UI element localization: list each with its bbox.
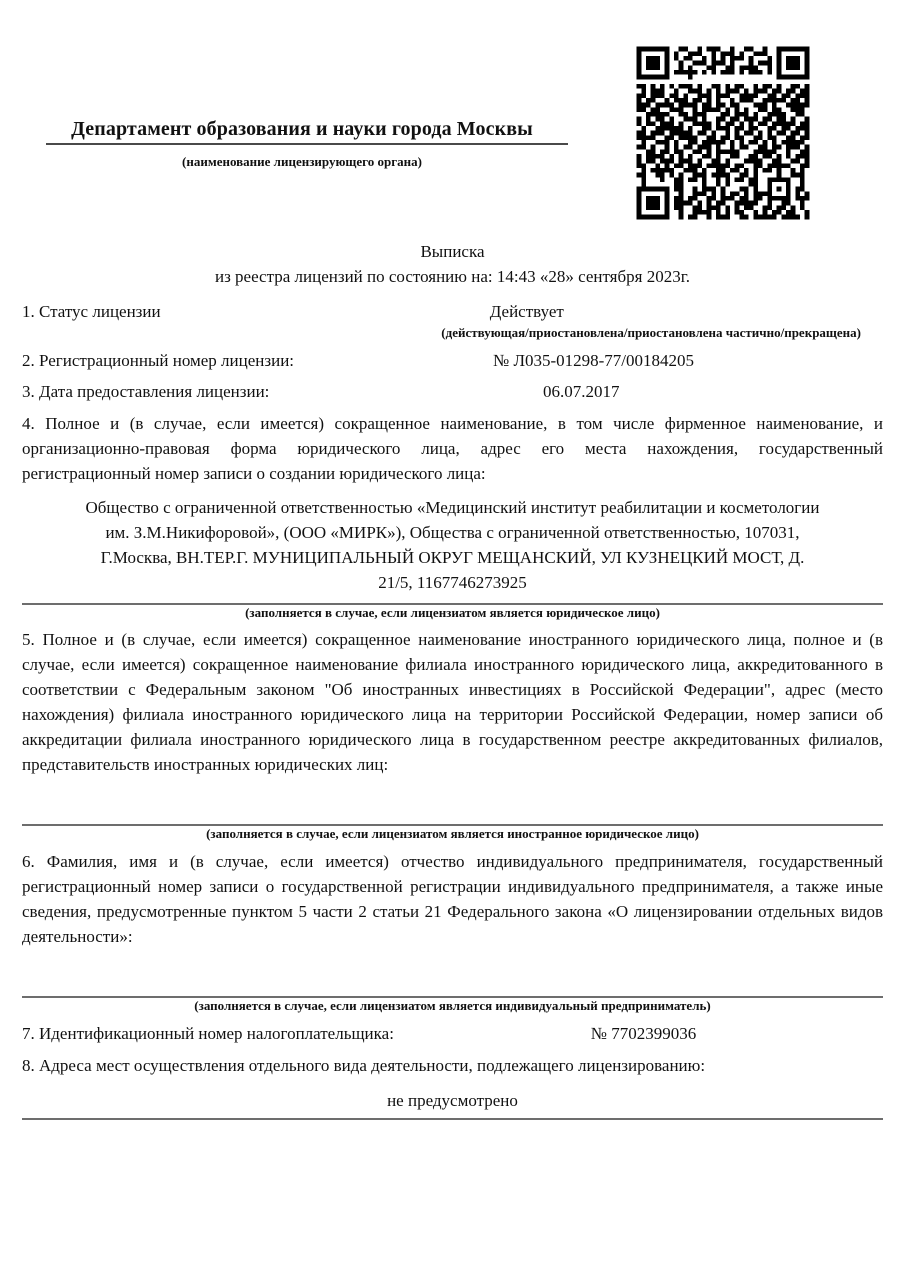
legal-entity-value-line-3: Г.Москва, ВН.ТЕР.Г. МУНИЦИПАЛЬНЫЙ ОКРУГ МЕЩАНСКИЙ, УЛ КУЗНЕЦКИЙ МОСТ, Д.	[100, 547, 805, 567]
license-status-value: Действует	[489, 302, 564, 322]
grant-date-label: 3. Дата предоставления лицензии:	[22, 382, 270, 402]
field-license-status	[22, 299, 883, 325]
grant-date-value: 06.07.2017	[542, 382, 620, 402]
entrepreneur-label: 6. Фамилия, имя и (в случае, если имеется) отчество индивидуального предпринимателя, государственный регистрационный номер записи о государственной регистрации индивидуального предпринимателя, а также иные сведения, предусмотренные пунктом 5 части 2 статьи 21 Федерального закона «О лицензировании отдельных видов деятельности»:	[22, 852, 883, 947]
qr-code-icon	[632, 42, 814, 224]
field-registration-number	[22, 348, 883, 374]
issuing-authority-caption: (наименование лицензирующего органа)	[182, 154, 422, 169]
divider-after-addresses	[22, 1118, 883, 1120]
legal-entity-value-line-4: 21/5, 1167746273925	[378, 572, 527, 592]
entrepreneur-caption: (заполняется в случае, если лицензиатом является индивидуальный предприниматель)	[194, 998, 711, 1014]
field-taxpayer-number	[22, 1021, 883, 1047]
legal-entity-value-line-2: им. З.М.Никифоровой», (ООО «МИРК»), Общества с ограниченной ответственностью, 107031,	[105, 522, 800, 542]
legal-entity-value	[22, 496, 883, 596]
foreign-entity-label: 5. Полное и (в случае, если имеется) сокращенное наименование иностранного юридического лица, полное и (в случае, если имеется) сокращенное наименование филиала иностранного юридического лица, аккредитованного в соответствии с Федеральным законом "Об иностранных инвестициях в Российской Федерации", адрес (место нахождения) филиала иностранного юридического лица на территории Российской Федерации, номер записи об аккредитации филиала иностранного юридического лица в государственном реестре аккредитованных филиалов, представительств иностранных юридических лиц:	[22, 630, 883, 775]
legal-entity-caption: (заполняется в случае, если лицензиатом является юридическое лицо)	[245, 604, 660, 620]
field-grant-date	[22, 379, 883, 405]
legal-entity-value-line-1: Общество с ограниченной ответственностью «Медицинский институт реабилитации и косметологии	[85, 497, 820, 517]
extract-title: Выписка	[420, 242, 485, 261]
header-underline	[46, 143, 568, 145]
license-status-label: 1. Статус лицензии	[22, 302, 161, 322]
foreign-entity-caption: (заполняется в случае, если лицензиатом является иностранное юридическое лицо)	[206, 826, 699, 842]
registration-number-value: № Л035-01298-77/00184205	[492, 350, 695, 370]
legal-entity-label: 4. Полное и (в случае, если имеется) сокращенное наименование, в том числе фирменное наименование, и организационно-правовая форма юридического лица, адрес его места нахождения, государственный регистрационный номер записи о создании юридического лица:	[22, 413, 883, 483]
document-content	[22, 240, 883, 1120]
license-status-caption: (действующая/приостановлена/приостановлена частично/прекращена)	[441, 324, 861, 340]
extract-subtitle: из реестра лицензий по состоянию на: 14:43 «28» сентября 2023г.	[214, 266, 691, 286]
activity-addresses-label: 8. Адреса мест осуществления отдельного вида деятельности, подлежащего лицензированию:	[22, 1055, 706, 1075]
taxpayer-number-value: № 7702399036	[590, 1024, 697, 1044]
issuing-authority-name: Департамент образования и науки города Москвы	[71, 118, 533, 140]
registration-number-label: 2. Регистрационный номер лицензии:	[22, 350, 295, 370]
document-header	[22, 118, 582, 170]
activity-addresses-value: не предусмотрено	[387, 1090, 518, 1110]
taxpayer-number-label: 7. Идентификационный номер налогоплательщика:	[22, 1024, 394, 1044]
